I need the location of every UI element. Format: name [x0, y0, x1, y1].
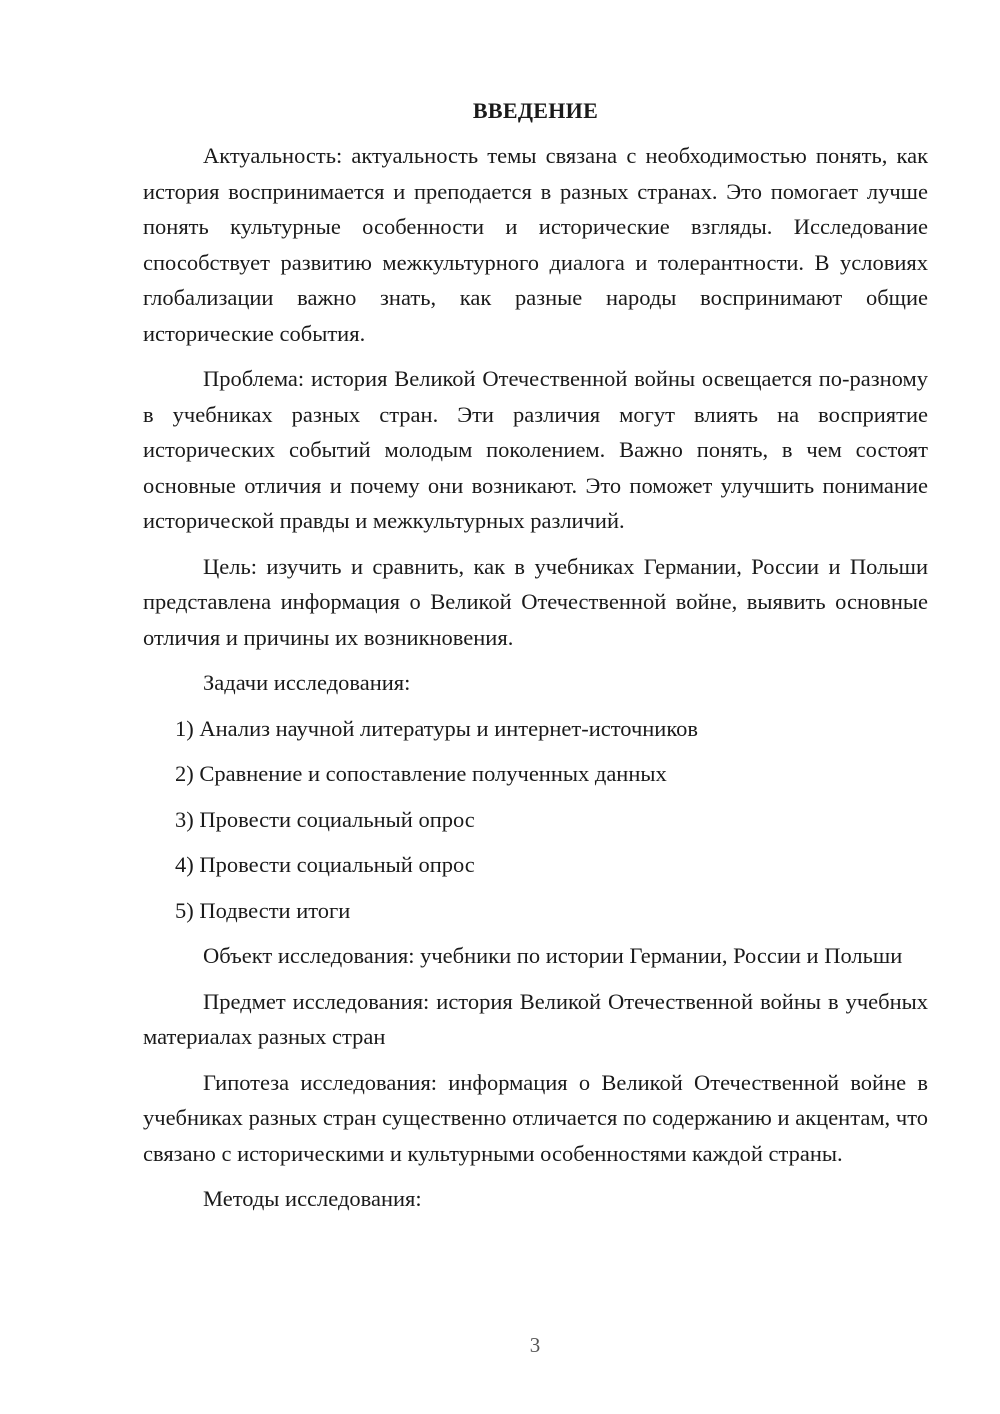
- page-number: 3: [529, 1333, 541, 1357]
- tasks-list: [143, 711, 928, 929]
- paragraph-problem: Проблема: история Великой Отечественной войны освещается по-разному в учебниках разных стран. Эти различия могут влиять на восприятие исторических событий молодым поколением. Важно понять, в чем состоят основные отличия и почему они возникают. Это поможет улучшить понимание исторической правды и межкультурных различий.: [143, 366, 928, 533]
- list-item: 4) Провести социальный опрос: [175, 852, 475, 877]
- list-item: 3) Провести социальный опрос: [175, 806, 475, 832]
- paragraph-goal: Цель: изучить и сравнить, как в учебниках Германии, России и Польши представлена информация о Великой Отечественной войне, выявить основные отличия и причины их возникновения.: [143, 553, 928, 650]
- paragraph-relevance: Актуальность: актуальность темы связана с необходимостью понять, как история воспринимается и преподается в разных странах. Это помогает лучше понять культурные особенности и исторические взгляды. Исследование способствует развитию межкультурного диалога и толерантности. В условиях глобализации важно знать, как разные народы воспринимают общие исторические события.: [143, 143, 928, 346]
- paragraph-subject: Предмет исследования: история Великой Отечественной войны в учебных материалах разных стран: [143, 988, 928, 1049]
- methods-heading: Методы исследования:: [203, 1186, 422, 1211]
- list-item: 1) Анализ научной литературы и интернет-источников: [175, 715, 699, 741]
- page-content: [143, 96, 928, 1227]
- paragraph-object: Объект исследования: учебники по истории Германии, России и Польши: [203, 943, 903, 968]
- list-item: 2) Сравнение и сопоставление полученных данных: [175, 761, 667, 786]
- section-title: ВВЕДЕНИЕ: [472, 98, 599, 123]
- tasks-heading: Задачи исследования:: [203, 670, 411, 695]
- list-item: 5) Подвести итоги: [175, 897, 351, 923]
- paragraph-hypothesis: Гипотеза исследования: информация о Великой Отечественной войне в учебниках разных стран существенно отличается по содержанию и акцентам, что связано с историческими и культурными особенностями каждой страны.: [143, 1069, 928, 1166]
